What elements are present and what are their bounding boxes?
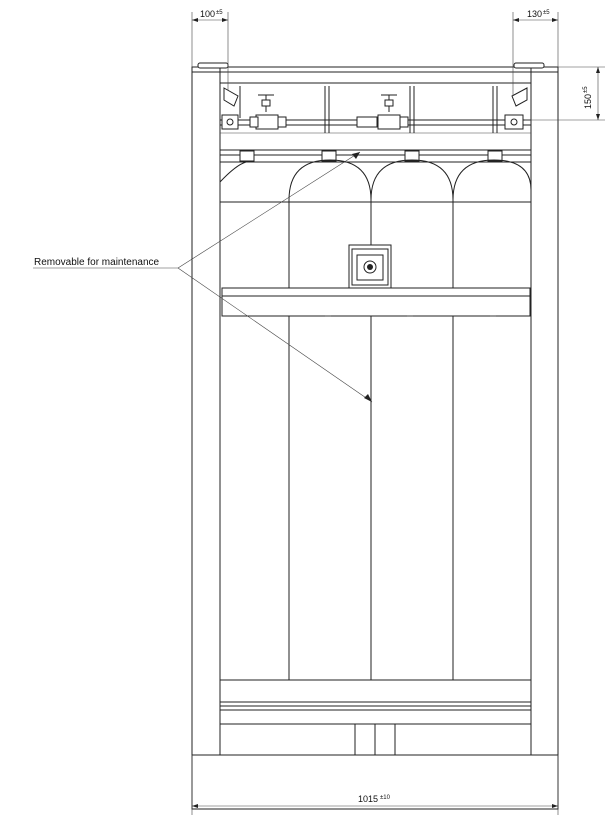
- dimension-tolerance: ±10: [380, 795, 390, 801]
- dimension-right-height: [525, 67, 605, 120]
- dimension-tolerance: ±5: [216, 10, 223, 16]
- valve-icon: [357, 95, 408, 129]
- annotation-leader: [33, 152, 372, 402]
- dimension-value: 150: [583, 93, 593, 109]
- dimension-tolerance: ±5: [543, 10, 550, 16]
- dimension-top-left: [192, 12, 228, 90]
- dimension-value: 100: [200, 9, 216, 19]
- end-fitting-icon: [505, 88, 527, 129]
- dimension-value: 130: [527, 9, 543, 19]
- strap-bar: [222, 288, 530, 316]
- dimension-tolerance: ±5: [583, 86, 589, 93]
- valve-icon: [250, 95, 286, 129]
- end-fitting-icon: [222, 88, 238, 129]
- clamp-bracket: [349, 245, 391, 288]
- dimension-value: 1015: [358, 794, 379, 804]
- bottom-base: [220, 680, 531, 755]
- annotation-label: Removable for maintenance: [34, 257, 160, 268]
- cylinder-bank: [220, 160, 531, 680]
- dimension-bottom-width: [192, 755, 558, 815]
